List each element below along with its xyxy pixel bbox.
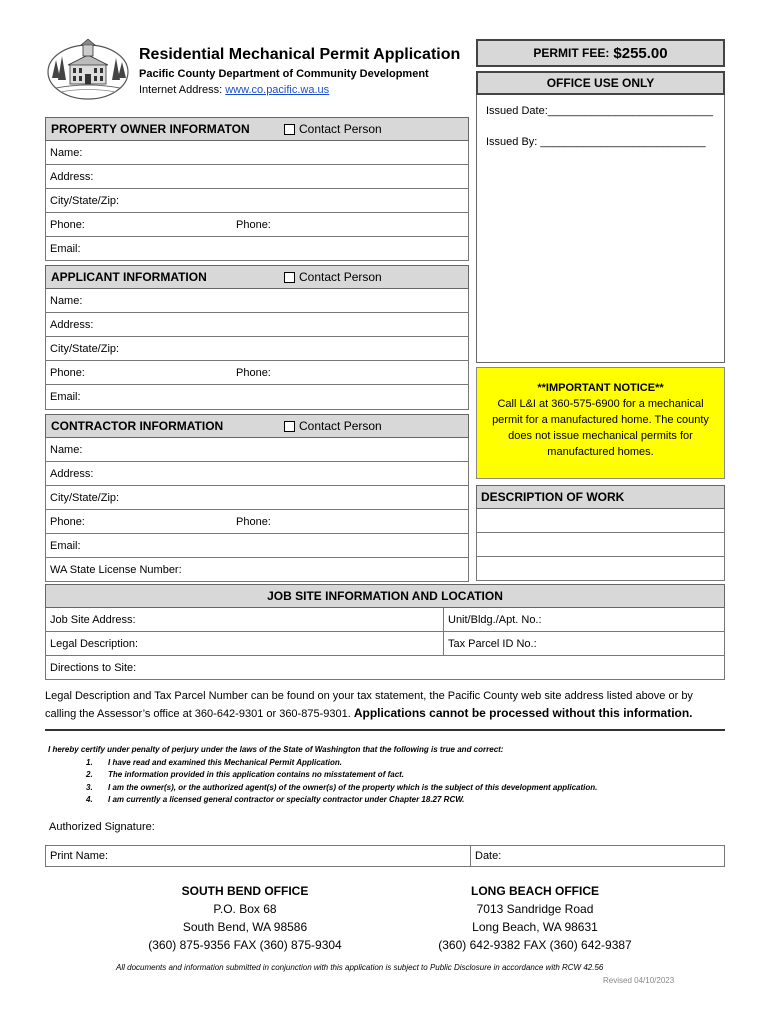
job-site-header: JOB SITE INFORMATION AND LOCATION [45, 584, 725, 608]
notice-line: does not issue mechanical permits for [508, 430, 693, 442]
public-disclosure-note: All documents and information submitted in conjunction with this application is subject to Public Disclosure in accordance with RCW 42.56 [116, 963, 604, 972]
item-text: I have read and examined this Mechanical Permit Application. [108, 757, 342, 767]
field-label: Phone: [236, 366, 271, 379]
applicant-city-field[interactable] [45, 337, 469, 361]
internet-address [139, 84, 329, 96]
field-label: Phone: [236, 218, 271, 231]
office-name: LONG BEACH OFFICE [471, 884, 599, 898]
item-number: 4. [86, 795, 93, 804]
authorized-signature-field[interactable]: Authorized Signature: [49, 821, 155, 833]
issued-date-field[interactable]: Issued Date:___________________________ [486, 105, 713, 117]
county-courthouse-logo [46, 38, 130, 100]
certification-item [86, 769, 597, 782]
contractor-license-field[interactable] [45, 558, 469, 582]
field-label: City/State/Zip: [50, 491, 120, 504]
owner-name-field[interactable] [45, 141, 469, 165]
permit-fee-box [476, 39, 725, 67]
field-label: Address: [50, 318, 94, 331]
print-name-row [45, 845, 725, 867]
field-label: Phone: [50, 515, 85, 528]
office-phone: (360) 875-9356 FAX (360) 875-9304 [148, 938, 342, 952]
field-label: Email: [50, 242, 81, 255]
field-label: Phone: [236, 515, 271, 528]
item-number: 3. [86, 782, 93, 792]
website-link[interactable]: www.co.pacific.wa.us [225, 84, 330, 96]
owner-phone-field[interactable] [45, 213, 469, 237]
internet-label: Internet Address: [139, 84, 223, 96]
field-label: Name: [50, 146, 83, 159]
applicant-name-field[interactable] [45, 289, 469, 313]
certification-block [48, 744, 597, 807]
tax-parcel-field[interactable] [443, 632, 725, 656]
certification-item [86, 757, 597, 770]
notice-line: permit for a manufactured home. The county [492, 414, 709, 426]
contact-person-checkbox[interactable] [284, 272, 295, 283]
permit-fee-label: PERMIT FEE: [533, 46, 610, 60]
office-phone: (360) 642-9382 FAX (360) 642-9387 [438, 938, 632, 952]
notice-line: manufactured homes. [547, 446, 654, 458]
contact-person-label: Contact Person [299, 122, 382, 136]
office-line: 7013 Sandridge Road [476, 902, 594, 916]
contractor-email-field[interactable] [45, 534, 469, 558]
print-name-field[interactable]: Print Name: [50, 850, 109, 862]
contact-person-checkbox[interactable] [284, 421, 295, 432]
description-line[interactable] [476, 533, 725, 557]
applicant-phone-field[interactable] [45, 361, 469, 385]
office-line: South Bend, WA 98586 [182, 920, 308, 934]
long-beach-office [420, 882, 650, 954]
legal-description-field[interactable] [45, 632, 444, 656]
issued-by-field[interactable]: Issued By: ___________________________ [486, 136, 706, 148]
field-label: Directions to Site: [50, 661, 137, 674]
section-title: APPLICANT INFORMATION [51, 270, 207, 284]
contractor-phone-field[interactable] [45, 510, 469, 534]
description-line[interactable] [476, 557, 725, 581]
divider [45, 729, 725, 731]
applicant-header [45, 265, 469, 289]
south-bend-office [130, 882, 360, 954]
unit-number-field[interactable] [443, 608, 725, 632]
contact-person-label: Contact Person [299, 270, 382, 284]
department-name: Pacific County Department of Community Development [139, 68, 429, 80]
applicant-email-field[interactable] [45, 385, 469, 410]
field-label: Legal Description: [50, 637, 139, 650]
owner-email-field[interactable] [45, 237, 469, 261]
field-label: Tax Parcel ID No.: [448, 637, 537, 650]
item-number: 1. [86, 757, 93, 767]
field-label: WA State License Number: [50, 563, 182, 576]
section-title: PROPERTY OWNER INFORMATON [51, 122, 250, 136]
applicant-address-field[interactable] [45, 313, 469, 337]
field-label: City/State/Zip: [50, 342, 120, 355]
field-label: Address: [50, 170, 94, 183]
item-text: I am currently a licensed general contractor or specialty contractor under Chapter 18.27 RCW. [108, 795, 465, 804]
owner-city-field[interactable] [45, 189, 469, 213]
property-owner-header [45, 117, 469, 141]
certification-intro: I hereby certify under penalty of perjury under the laws of the State of Washington that the following is true and correct: [48, 745, 504, 754]
page-title: Residential Mechanical Permit Application [139, 46, 461, 63]
certification-list [48, 757, 597, 807]
office-line: P.O. Box 68 [213, 902, 277, 916]
notice-line: Call L&I at 360-575-6900 for a mechanical [497, 398, 704, 410]
info-bold-warning: Applications cannot be processed without this information. [353, 706, 693, 720]
contractor-city-field[interactable] [45, 486, 469, 510]
date-field[interactable]: Date: [470, 846, 501, 866]
contact-person-option[interactable] [284, 122, 382, 136]
office-name: SOUTH BEND OFFICE [181, 884, 309, 898]
field-label: Phone: [50, 366, 85, 379]
field-label: Email: [50, 539, 81, 552]
field-label: City/State/Zip: [50, 194, 120, 207]
info-text: Legal Description and Tax Parcel Number can be found on your tax statement, the Pacific County web site address listed above or by calling the Assessor’s office at 360-642-9301 or 360-875-9301. [45, 690, 693, 720]
contact-person-label: Contact Person [299, 419, 382, 433]
permit-fee-amount: $255.00 [613, 44, 668, 62]
field-label: Unit/Bldg./Apt. No.: [448, 613, 542, 626]
item-text: I am the owner(s), or the authorized agent(s) of the owner(s) of the property which is the subject of this development application. [108, 782, 598, 792]
item-text: The information provided in this application contains no misstatement of fact. [108, 770, 405, 779]
job-site-address-field[interactable] [45, 608, 444, 632]
item-number: 2. [86, 770, 93, 779]
important-notice [476, 367, 725, 479]
field-label: Name: [50, 294, 83, 307]
contractor-name-field[interactable] [45, 438, 469, 462]
certification-item [86, 782, 597, 795]
field-label: Email: [50, 391, 81, 403]
field-label: Job Site Address: [50, 613, 136, 626]
info-paragraph [45, 688, 727, 723]
notice-heading: **IMPORTANT NOTICE** [537, 382, 664, 394]
revision-date: Revised 04/10/2023 [603, 976, 675, 985]
directions-field[interactable] [45, 656, 725, 680]
contractor-header [45, 414, 469, 438]
section-title: CONTRACTOR INFORMATION [51, 419, 224, 433]
certification-item [86, 794, 597, 807]
description-line[interactable] [476, 509, 725, 533]
description-of-work-header: DESCRIPTION OF WORK [476, 485, 725, 509]
contact-person-option[interactable] [284, 270, 382, 284]
field-label: Name: [50, 443, 83, 456]
office-use-header: OFFICE USE ONLY [476, 71, 725, 95]
office-line: Long Beach, WA 98631 [472, 920, 598, 934]
field-label: Address: [50, 467, 94, 480]
owner-address-field[interactable] [45, 165, 469, 189]
contact-person-option[interactable] [284, 419, 382, 433]
contact-person-checkbox[interactable] [284, 124, 295, 135]
field-label: Phone: [50, 218, 85, 231]
contractor-address-field[interactable] [45, 462, 469, 486]
